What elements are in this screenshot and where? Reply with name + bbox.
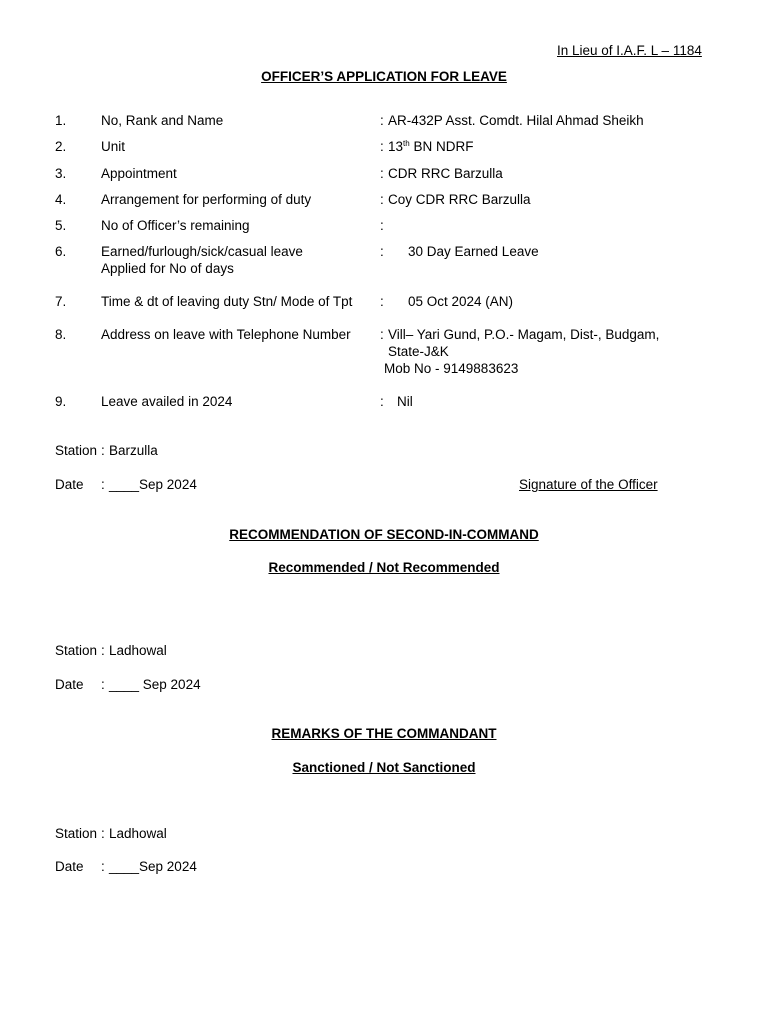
date-separator: : bbox=[101, 477, 105, 492]
item-label: Leave availed in 2024 bbox=[101, 394, 233, 409]
date-label: Date bbox=[55, 477, 84, 492]
item-label: Arrangement for performing of duty bbox=[101, 192, 312, 207]
station-separator: : bbox=[101, 443, 105, 458]
station-separator: : bbox=[101, 826, 105, 841]
page-title: OFFICER’S APPLICATION FOR LEAVE bbox=[261, 69, 507, 84]
item-separator: : bbox=[380, 218, 384, 233]
item-value: Coy CDR RRC Barzulla bbox=[388, 192, 531, 207]
item-number: 2. bbox=[55, 139, 67, 154]
date-label: Date bbox=[55, 859, 84, 874]
station-value: Ladhowal bbox=[109, 643, 167, 658]
item-separator: : bbox=[380, 294, 384, 309]
item-number: 1. bbox=[55, 113, 67, 128]
item-separator: : bbox=[380, 139, 384, 154]
item-label: Unit bbox=[101, 139, 126, 154]
item-separator: : bbox=[380, 327, 384, 342]
item-value: CDR RRC Barzulla bbox=[388, 166, 503, 181]
item-label: Earned/furlough/sick/casual leave bbox=[101, 244, 303, 259]
item-number: 9. bbox=[55, 394, 67, 409]
station-value: Ladhowal bbox=[109, 826, 167, 841]
item-separator: : bbox=[380, 166, 384, 181]
form-reference: In Lieu of I.A.F. L – 1184 bbox=[557, 43, 702, 58]
item-label: Time & dt of leaving duty Stn/ Mode of Tpt bbox=[101, 294, 353, 309]
station-value: Barzulla bbox=[109, 443, 158, 458]
item-number: 6. bbox=[55, 244, 67, 259]
item-label: Appointment bbox=[101, 166, 177, 181]
item-number: 7. bbox=[55, 294, 67, 309]
item-number: 5. bbox=[55, 218, 67, 233]
station-label: Station bbox=[55, 643, 98, 658]
remarks-heading: REMARKS OF THE COMMANDANT bbox=[271, 726, 497, 741]
item-number: 8. bbox=[55, 327, 67, 342]
item-number: 3. bbox=[55, 166, 67, 181]
item-separator: : bbox=[380, 192, 384, 207]
value-ordinal-suffix: th bbox=[403, 139, 410, 148]
remarks-choice: Sanctioned / Not Sanctioned bbox=[292, 760, 476, 775]
date-value: ____ Sep 2024 bbox=[109, 677, 201, 692]
item-separator: : bbox=[380, 394, 384, 409]
item-value: AR-432P Asst. Comdt. Hilal Ahmad Sheikh bbox=[388, 113, 644, 128]
item-separator: : bbox=[380, 113, 384, 128]
item-separator: : bbox=[380, 244, 384, 259]
item-label-continued: Applied for No of days bbox=[101, 261, 234, 276]
date-value: ____Sep 2024 bbox=[109, 859, 197, 874]
value-number: 13 bbox=[388, 139, 404, 154]
recommendation-heading: RECOMMENDATION OF SECOND-IN-COMMAND bbox=[229, 527, 539, 542]
item-value: Vill– Yari Gund, P.O.- Magam, Dist-, Budgam, bbox=[388, 327, 660, 342]
item-value: 05 Oct 2024 (AN) bbox=[408, 294, 514, 309]
date-label: Date bbox=[55, 677, 84, 692]
item-value-line2: State-J&K bbox=[388, 344, 449, 359]
item-value-line3: Mob No - 9149883623 bbox=[384, 361, 519, 376]
date-separator: : bbox=[101, 677, 105, 692]
signature-label: Signature of the Officer bbox=[519, 477, 658, 492]
item-value: Nil bbox=[397, 394, 413, 409]
item-label: No, Rank and Name bbox=[101, 113, 224, 128]
item-label: No of Officer’s remaining bbox=[101, 218, 250, 233]
recommendation-choice: Recommended / Not Recommended bbox=[268, 560, 500, 575]
date-separator: : bbox=[101, 859, 105, 874]
item-value: 30 Day Earned Leave bbox=[408, 244, 539, 259]
station-separator: : bbox=[101, 643, 105, 658]
station-label: Station bbox=[55, 826, 98, 841]
item-label: Address on leave with Telephone Number bbox=[101, 327, 351, 342]
item-value bbox=[388, 138, 473, 155]
item-number: 4. bbox=[55, 192, 67, 207]
station-label: Station bbox=[55, 443, 98, 458]
date-value: ____Sep 2024 bbox=[109, 477, 197, 492]
value-unit-text: BN NDRF bbox=[409, 139, 474, 154]
